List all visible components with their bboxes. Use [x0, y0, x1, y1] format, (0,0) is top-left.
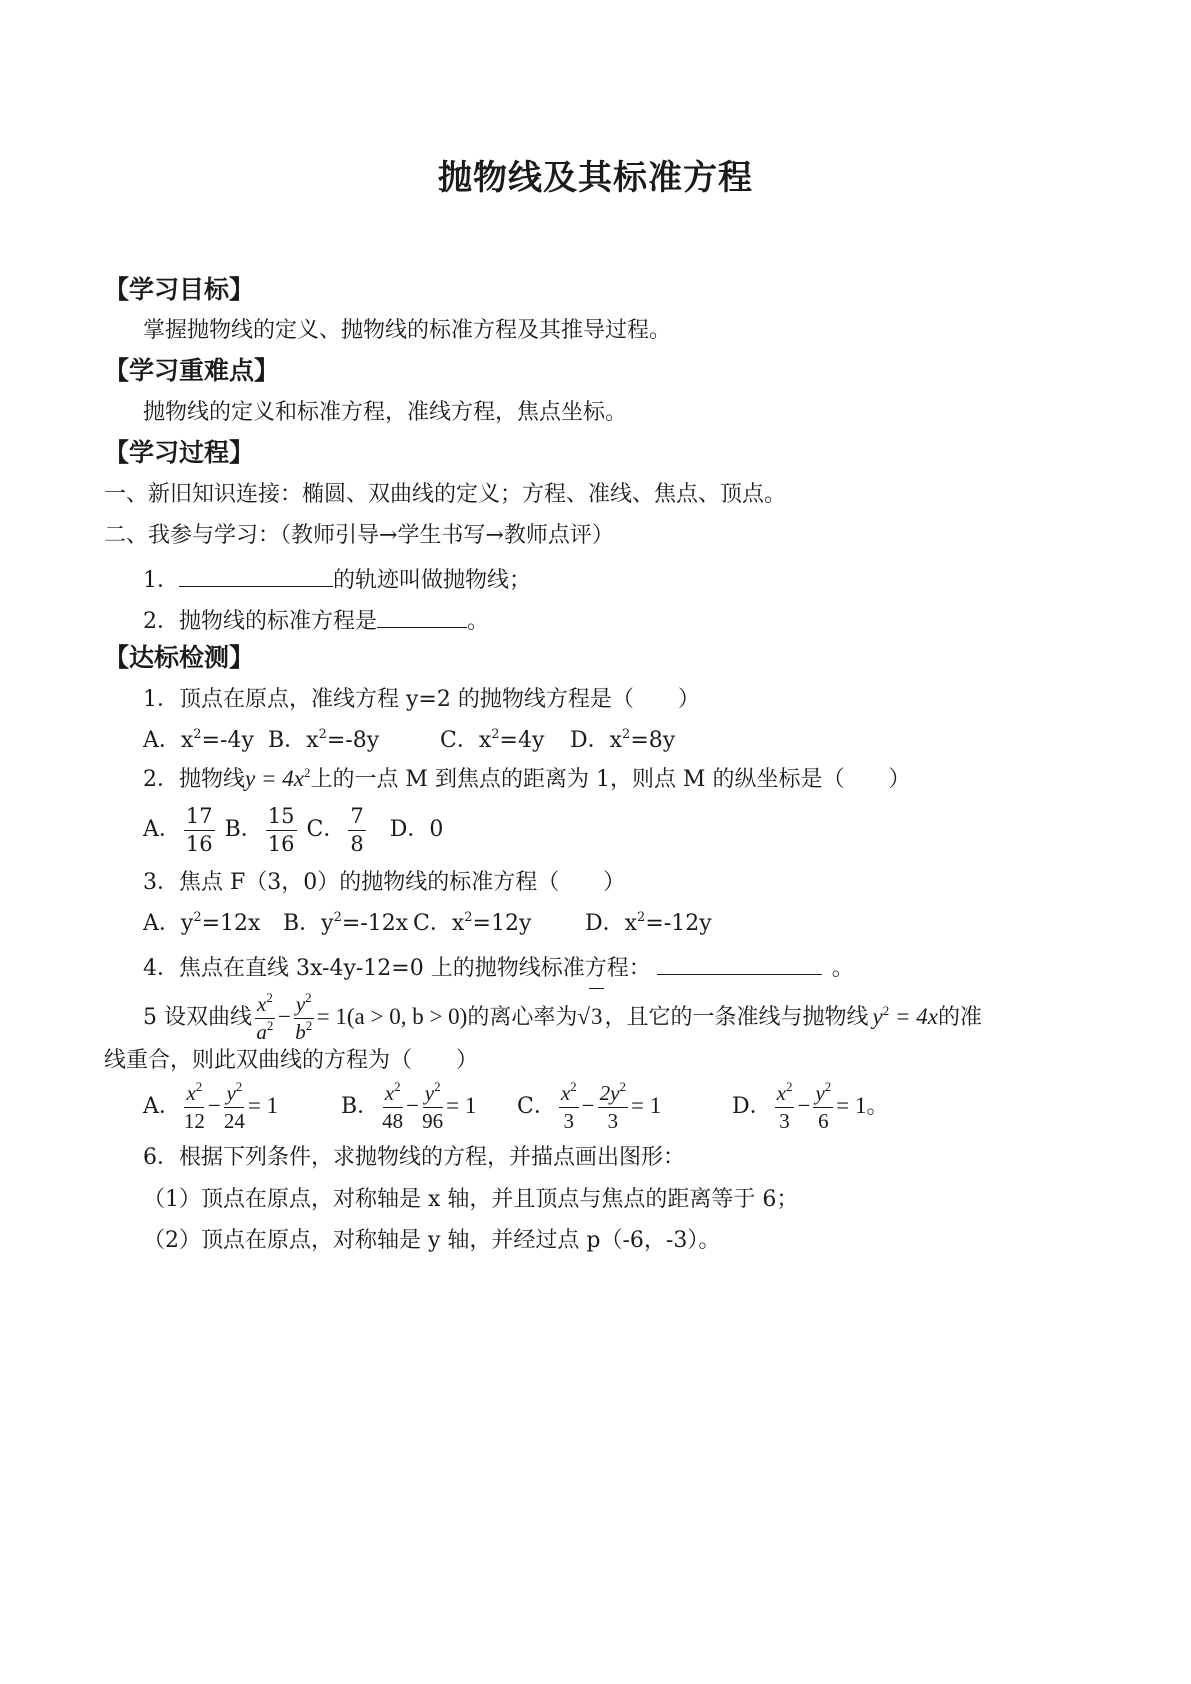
process-line-2: 二、我参与学习：（教师引导→学生书写→教师点评）	[104, 523, 614, 548]
option-c: C． $\frac{x^2}{3}$ − $\frac{2y^2}{3}$ = 1	[517, 1078, 662, 1133]
option-c: C．$x^2=12y$	[413, 910, 532, 936]
option-a: A． $\frac{x^2}{12}$ − $\frac{y^2}{24}$ = 1	[143, 1078, 279, 1133]
question-1: 1．顶点在原点，准线方程 y=2 的抛物线方程是（ ）	[143, 687, 700, 712]
section-heading-key: 【学习重难点】	[104, 356, 280, 385]
item-text: 2．抛物线的标准方程是	[143, 609, 377, 634]
sqrt: √3	[577, 988, 604, 1045]
fraction: $\frac{17}{16}$	[185, 803, 213, 856]
fill-blank-2[interactable]	[377, 603, 467, 628]
question-1-options	[143, 726, 675, 756]
fill-blank-q4[interactable]	[657, 950, 822, 975]
item-number: 1．	[143, 568, 179, 593]
option-a: A．$y^2=12x$	[143, 910, 261, 936]
item-end: 。	[467, 609, 490, 634]
process-item-2	[143, 603, 489, 637]
fraction: $\frac{15}{16}$	[267, 803, 295, 856]
question-6-part-2: （2）顶点在原点，对称轴是 y 轴，并经过点 p（-6，-3）。	[143, 1228, 721, 1253]
option-b: B． $\frac{x^2}{48}$ − $\frac{y^2}{96}$ = 1	[341, 1078, 477, 1133]
equation: $y = 4x^2$	[245, 765, 311, 791]
section-heading-test: 【达标检测】	[104, 643, 255, 672]
question-3-options	[143, 909, 712, 939]
option-d: D．$x^2=8y$	[570, 727, 676, 753]
question-6-part-1: （1）顶点在原点，对称轴是 x 轴，并且顶点与焦点的距离等于 6；	[143, 1187, 799, 1212]
question-2-options: A． $\frac{17}{16}$ B． $\frac{15}{16}$ C． $\frac{7}{8}$ D．0	[143, 803, 444, 856]
section-heading-process: 【学习过程】	[104, 438, 255, 467]
question-4: 4．焦点在直线 3x-4y-12=0 上的抛物线标准方程： 。	[143, 950, 854, 984]
equation: $y^2 = 4x$	[872, 1003, 938, 1029]
goal-text: 掌握抛物线的定义、抛物线的标准方程及其推导过程。	[143, 318, 672, 343]
option-d: D．$x^2=-12y$	[585, 910, 712, 936]
question-3: 3．焦点 F（3，0）的抛物线的标准方程（ ）	[143, 870, 626, 895]
question-6: 6．根据下列条件，求抛物线的方程，并描点画出图形：	[143, 1145, 685, 1170]
option-c: C．$x^2=4y$	[440, 727, 545, 753]
question-2: 2．抛物线$y = 4x^2$上的一点 M 到焦点的距离为 1，则点 M 的纵坐标是（ ）	[143, 765, 911, 792]
fill-blank-1[interactable]	[179, 562, 333, 587]
option-a: A．$x^2=-4y$	[143, 727, 254, 753]
option-b: B．$x^2=-8y$	[268, 727, 380, 753]
option-b: B．$y^2=-12x$	[283, 910, 409, 936]
question-5-options	[143, 1078, 889, 1135]
condition: = 1(a > 0, b > 0)	[316, 1004, 468, 1029]
section-heading-goal: 【学习目标】	[104, 275, 255, 304]
question-5: 5 设双曲线 $\frac{x^2}{a^2}$ − $\frac{y^2}{b^2}$ = 1(a > 0, b > 0)的离心率为√3，且它的一条准线与抛物线 $y^2 = 4x$的准	[143, 989, 982, 1044]
fraction: $\frac{x^2}{a^2}$	[256, 989, 274, 1044]
fraction: $\frac{y^2}{b^2}$	[295, 989, 313, 1044]
page-title: 抛物线及其标准方程	[438, 158, 753, 198]
fraction: $\frac{7}{8}$	[350, 803, 364, 856]
process-line-1: 一、新旧知识连接：椭圆、双曲线的定义；方程、准线、焦点、顶点。	[104, 482, 787, 507]
process-item-1	[143, 562, 531, 596]
key-text: 抛物线的定义和标准方程，准线方程，焦点坐标。	[143, 400, 628, 425]
question-5-line-2: 线重合，则此双曲线的方程为（ ）	[104, 1048, 479, 1073]
option-d: D． $\frac{x^2}{3}$ − $\frac{y^2}{6}$ = 1。	[732, 1078, 889, 1133]
item-text: 的轨迹叫做抛物线；	[333, 568, 532, 593]
